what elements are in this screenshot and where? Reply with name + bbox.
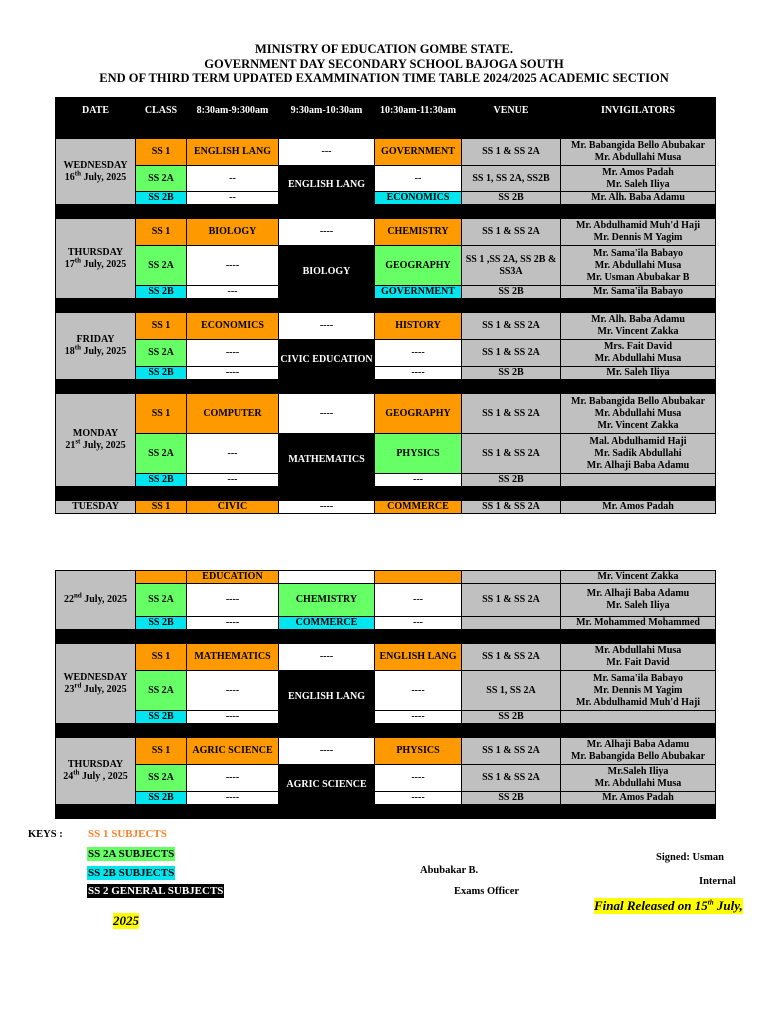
table-row [56,313,716,340]
class-cell: SS 1 [136,139,187,166]
separator-row [56,724,716,738]
subject-cell: -- [187,166,279,192]
invigilator-cell: Mr. Sama'ila Babayo [561,286,716,299]
date-cell: THURSDAY 24th July , 2025 [56,738,136,805]
table-row [56,644,716,671]
col-slot2: 9:30am-10:30am [279,98,375,125]
subject-cell: EDUCATION [187,571,279,584]
subject-cell: ---- [279,738,375,765]
general-subject-cell: ENGLISH LANG [279,166,375,205]
subject-cell: --- [375,474,462,487]
header-line-2: GOVERNMENT DAY SECONDARY SCHOOL BAJOGA SOUTH [204,56,564,71]
invigilator-cell: Mr. Vincent Zakka [561,571,716,584]
subject-cell: --- [279,139,375,166]
header-row [56,98,716,125]
separator-row [56,805,716,819]
general-subject-cell: BIOLOGY [279,246,375,299]
class-cell: SS 2A [136,340,187,367]
subject-cell: ---- [187,246,279,286]
header-line-3: END OF THIRD TERM UPDATED EXAMMINATION TIME TABLE 2024/2025 ACADEMIC SECTION [99,71,669,85]
table-row [56,765,716,792]
subject-cell [279,571,375,584]
subject-cell: BIOLOGY [187,219,279,246]
table-row [56,246,716,286]
table-row [56,571,716,584]
subject-cell [375,571,462,584]
internal-label: Internal [699,876,736,887]
invigilator-cell: Mr. Abdullahi Musa Mr. Fait David [561,644,716,671]
invigilator-cell [561,474,716,487]
separator-row [56,125,716,139]
class-cell: SS 2A [136,246,187,286]
table-row [56,286,716,299]
venue-cell: SS 2B [462,792,561,805]
general-subject-cell: MATHEMATICS [279,434,375,487]
class-cell: SS 1 [136,313,187,340]
col-class: CLASS [136,98,187,125]
invigilator-cell: Mal. Abdulhamid Haji Mr. Sadik Abdullahi Mr. Alhaji Baba Adamu [561,434,716,474]
col-slot3: 10:30am-11:30am [375,98,462,125]
venue-cell: SS 2B [462,711,561,724]
separator-row [56,380,716,394]
table-row [56,219,716,246]
timetable-part-1 [55,97,716,514]
class-cell: SS 2B [136,474,187,487]
col-slot1: 8:30am-9:300am [187,98,279,125]
table-row [56,434,716,474]
invigilator-cell: Mr.Saleh Iliya Mr. Abdullahi Musa [561,765,716,792]
class-cell: SS 2B [136,792,187,805]
table-row [56,340,716,367]
class-cell [136,571,187,584]
invigilator-cell: Mr. Alhaji Baba Adamu Mr. Babangida Bello Abubakar [561,738,716,765]
subject-cell: ---- [187,367,279,380]
subject-cell: COMMERCE [375,501,462,514]
class-cell: SS 1 [136,738,187,765]
timetable-part-2 [55,570,716,819]
subject-cell: CHEMISTRY [375,219,462,246]
subject-cell: ---- [375,765,462,792]
venue-cell: SS 1 & SS 2A [462,765,561,792]
subject-cell: ---- [375,367,462,380]
subject-cell: ---- [187,792,279,805]
venue-cell: SS 1 & SS 2A [462,434,561,474]
venue-cell: SS 1 & SS 2A [462,644,561,671]
subject-cell: ---- [375,340,462,367]
class-cell: SS 2A [136,166,187,192]
table-row [56,166,716,192]
subject-cell: ---- [375,792,462,805]
subject-cell: ---- [187,671,279,711]
subject-cell: ---- [279,313,375,340]
invigilator-cell: Mr. Alh. Baba Adamu [561,192,716,205]
separator-row [56,630,716,644]
class-cell: SS 2B [136,192,187,205]
table-row [56,192,716,205]
subject-cell: ENGLISH LANG [187,139,279,166]
venue-cell: SS 1 & SS 2A [462,219,561,246]
subject-cell: ---- [375,671,462,711]
subject-cell: --- [375,617,462,630]
venue-cell: SS 2B [462,192,561,205]
invigilator-cell: Mr. Abdulhamid Muh'd Haji Mr. Dennis M Yagim [561,219,716,246]
class-cell: SS 2A [136,584,187,617]
subject-cell: ECONOMICS [375,192,462,205]
subject-cell: ---- [187,617,279,630]
class-cell: SS 1 [136,394,187,434]
class-cell: SS 2B [136,617,187,630]
table-row [56,139,716,166]
invigilator-cell: Mr. Amos Padah Mr. Saleh Iliya [561,166,716,192]
invigilator-cell: Mr. Babangida Bello Abubakar Mr. Abdullahi Musa Mr. Vincent Zakka [561,394,716,434]
invigilator-cell: Mr. Mohammed Mohammed [561,617,716,630]
document-header [0,42,768,86]
subject-cell: HISTORY [375,313,462,340]
table-row [56,501,716,514]
venue-cell: SS 1 & SS 2A [462,394,561,434]
subject-cell: ---- [375,711,462,724]
subject-cell: ---- [187,765,279,792]
table-row [56,617,716,630]
class-cell: SS 1 [136,644,187,671]
officer-name: Abubakar B. [420,865,479,876]
key-ss2-general: SS 2 GENERAL SUBJECTS [88,885,224,897]
header-line-1: MINISTRY OF EDUCATION GOMBE STATE. [254,42,514,56]
venue-cell: SS 2B [462,367,561,380]
venue-cell: SS 2B [462,286,561,299]
subject-cell: ---- [187,340,279,367]
table-row [56,671,716,711]
class-cell: SS 2A [136,434,187,474]
table-row [56,584,716,617]
date-cell: THURSDAY 17th July, 2025 [56,219,136,299]
general-subject-cell: AGRIC SCIENCE [279,765,375,805]
key-ss2a: SS 2A SUBJECTS [88,848,175,860]
separator-row [56,205,716,219]
invigilator-cell: Mr. Babangida Bello Abubakar Mr. Abdullahi Musa [561,139,716,166]
col-date: DATE [56,98,136,125]
separator-row [56,487,716,501]
subject-cell: -- [187,192,279,205]
venue-cell: SS 2B [462,474,561,487]
subject-cell: ENGLISH LANG [375,644,462,671]
table-row [56,474,716,487]
subject-cell: AGRIC SCIENCE [187,738,279,765]
separator-row [56,299,716,313]
venue-cell: SS 1 ,SS 2A, SS 2B & SS3A [462,246,561,286]
venue-cell: SS 1, SS 2A [462,671,561,711]
venue-cell: SS 1 & SS 2A [462,340,561,367]
date-cell: FRIDAY 18th July, 2025 [56,313,136,380]
venue-cell [462,617,561,630]
class-cell: SS 1 [136,501,187,514]
invigilator-cell: Mr. Amos Padah [561,792,716,805]
signed-label: Signed: Usman [656,852,724,863]
class-cell: SS 2A [136,765,187,792]
subject-cell: --- [187,474,279,487]
subject-cell: -- [375,166,462,192]
subject-cell: ECONOMICS [187,313,279,340]
subject-cell: CIVIC [187,501,279,514]
date-cell: MONDAY 21st July, 2025 [56,394,136,487]
venue-cell: SS 1 & SS 2A [462,501,561,514]
subject-cell: COMPUTER [187,394,279,434]
invigilator-cell: Mr. Alh. Baba Adamu Mr. Vincent Zakka [561,313,716,340]
class-cell: SS 2B [136,711,187,724]
subject-cell: --- [375,584,462,617]
venue-cell: SS 1, SS 2A, SS2B [462,166,561,192]
venue-cell: SS 1 & SS 2A [462,313,561,340]
officer-title: Exams Officer [454,886,520,897]
venue-cell [462,571,561,584]
date-cell: WEDNESDAY 23rd July, 2025 [56,644,136,724]
invigilator-cell: Mr. Sama'ila Babayo Mr. Abdullahi Musa Mr. Usman Abubakar B [561,246,716,286]
release-note: Final Released on 15th July, [594,898,743,913]
invigilator-cell [561,711,716,724]
subject-cell: ---- [187,711,279,724]
key-ss2b: SS 2B SUBJECTS [88,867,175,879]
general-subject-cell: CIVIC EDUCATION [279,340,375,380]
table-row [56,394,716,434]
subject-cell: GEOGRAPHY [375,394,462,434]
class-cell: SS 2B [136,286,187,299]
invigilator-cell: Mr. Alhaji Baba Adamu Mr. Saleh Iliya [561,584,716,617]
class-cell: SS 2B [136,367,187,380]
class-cell: SS 1 [136,219,187,246]
release-year: 2025 [113,913,139,928]
subject-cell: GEOGRAPHY [375,246,462,286]
subject-cell: ---- [187,584,279,617]
venue-cell: SS 1 & SS 2A [462,139,561,166]
table-row [56,711,716,724]
subject-cell: ---- [279,644,375,671]
date-cell: TUESDAY [56,501,136,514]
subject-cell: MATHEMATICS [187,644,279,671]
subject-cell: ---- [279,394,375,434]
col-invigilators: INVIGILATORS [561,98,716,125]
general-subject-cell: ENGLISH LANG [279,671,375,724]
subject-cell: COMMERCE [279,617,375,630]
table-row [56,738,716,765]
col-venue: VENUE [462,98,561,125]
subject-cell: CHEMISTRY [279,584,375,617]
venue-cell: SS 1 & SS 2A [462,738,561,765]
key-ss1: SS 1 SUBJECTS [88,828,167,840]
invigilator-cell: Mr. Saleh Iliya [561,367,716,380]
subject-cell: PHYSICS [375,434,462,474]
date-cell: 22nd July, 2025 [56,571,136,630]
invigilator-cell: Mr. Sama'ila Babayo Mr. Dennis M Yagim Mr. Abdulhamid Muh'd Haji [561,671,716,711]
class-cell: SS 2A [136,671,187,711]
table-row [56,792,716,805]
invigilator-cell: Mr. Amos Padah [561,501,716,514]
subject-cell: --- [187,286,279,299]
subject-cell: --- [187,434,279,474]
subject-cell: GOVERNMENT [375,286,462,299]
subject-cell: ---- [279,219,375,246]
date-cell: WEDNESDAY 16th July, 2025 [56,139,136,205]
subject-cell: ---- [279,501,375,514]
venue-cell: SS 1 & SS 2A [462,584,561,617]
invigilator-cell: Mrs. Fait David Mr. Abdullahi Musa [561,340,716,367]
table-row [56,367,716,380]
keys-label: KEYS : [28,829,63,840]
subject-cell: GOVERNMENT [375,139,462,166]
subject-cell: PHYSICS [375,738,462,765]
